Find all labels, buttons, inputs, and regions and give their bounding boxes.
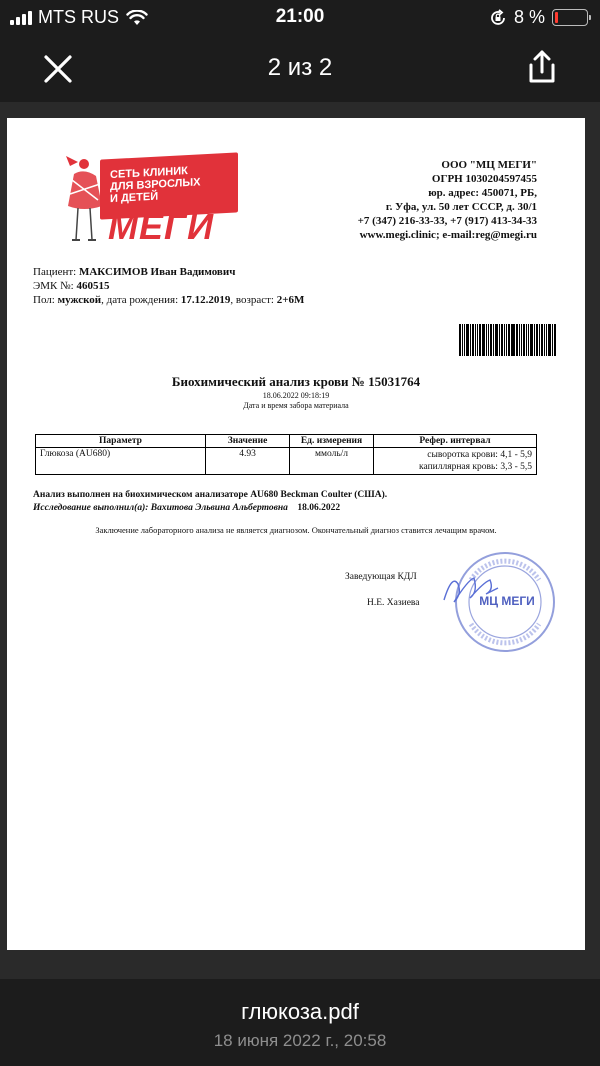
file-caption <box>0 979 600 1066</box>
document-viewer[interactable] <box>0 102 600 979</box>
logo-line-2: ДЛЯ ВЗРОСЛЫХ <box>110 176 201 194</box>
header-param: Параметр <box>36 435 206 448</box>
emk-number: 460515 <box>76 280 110 292</box>
signature-scribble <box>440 570 500 610</box>
emk-label: ЭМК №: <box>33 280 74 292</box>
organization-info <box>358 158 537 242</box>
org-web: www.megi.clinic; e-mail:reg@megi.ru <box>359 229 537 241</box>
document-title: Биохимический анализ крови № 15031764 <box>171 374 421 389</box>
header-unit: Ед. измерения <box>290 435 374 448</box>
birth-label: дата рождения: <box>106 294 179 306</box>
age-value: 2+6М <box>276 294 305 306</box>
header-value: Значение <box>206 435 290 448</box>
battery-percent: 8 % <box>513 7 545 27</box>
collection-datetime: 18.06.2022 09:18:19 <box>262 391 330 400</box>
org-address-2: г. Уфа, ул. 50 лет СССР, д. 30/1 <box>385 201 537 213</box>
file-date: 18 июня 2022 г., 20:58 <box>213 1031 387 1050</box>
page-counter: 2 из 2 <box>267 54 333 81</box>
nav-bar <box>0 36 600 102</box>
executor-line <box>33 502 387 515</box>
org-ogrn: ОГРН 1030204597455 <box>431 173 537 185</box>
cell-ref <box>374 448 537 475</box>
signature-block <box>345 564 420 616</box>
analyzer-line: Анализ выполнен на биохимическом анализаторе AU680 Beckman Coulter (США). <box>33 490 388 500</box>
logo-line-3: И ДЕТЕЙ <box>110 190 159 206</box>
analyzer-info <box>33 489 387 515</box>
clinic-logo <box>62 150 247 245</box>
battery-icon <box>552 9 588 26</box>
battery-level <box>555 12 558 23</box>
logo-name: МЕГИ <box>108 206 214 247</box>
cell-param: Глюкоза (AU680) <box>36 448 206 475</box>
pdf-page <box>7 118 585 950</box>
sex-value: мужской <box>57 294 102 306</box>
barcode <box>459 324 557 356</box>
signer-title: Заведующая КДЛ <box>345 572 417 582</box>
executor-date: 18.06.2022 <box>297 503 341 513</box>
signer-name: Н.Е. Хазиева <box>367 598 420 608</box>
table-header-row <box>36 435 537 448</box>
header-ref: Рефер. интервал <box>374 435 537 448</box>
cell-value: 4.93 <box>206 448 290 475</box>
executor-name: Вахитова Эльвина Альбертовна <box>150 503 288 513</box>
patient-label: Пациент: <box>33 266 77 278</box>
file-name: глюкоза.pdf <box>241 999 359 1024</box>
logo-line-1: СЕТЬ КЛИНИК <box>110 165 188 182</box>
results-table <box>35 434 537 475</box>
clock: 21:00 <box>275 6 325 27</box>
status-bar <box>0 0 600 36</box>
disclaimer-note: Заключение лабораторного анализа не является диагнозом. Окончательный диагноз ставится лечащим врачом. <box>95 525 497 535</box>
org-address-1: юр. адрес: 450071, РБ, <box>428 187 537 199</box>
org-name: ООО "МЦ МЕГИ" <box>441 159 537 171</box>
battery-group <box>489 7 588 28</box>
table-row <box>36 448 537 475</box>
patient-info: Пациент: МАКСИМОВ Иван Вадимович ЭМК №: 460515 Пол: мужской, дата рождения: 17.12.2019, возраст: 2+6М <box>33 266 305 306</box>
collection-label: Дата и время забора материала <box>243 401 349 410</box>
age-label: возраст: <box>235 294 274 306</box>
carrier-name: MTS RUS <box>38 7 119 27</box>
stamp-text: МЦ МЕГИ <box>479 594 535 608</box>
share-icon[interactable] <box>524 48 560 88</box>
executor-label: Исследование выполнил(а): <box>33 503 149 513</box>
ref-capillary: капиллярная кровь: 3,3 - 5,5 <box>419 462 532 472</box>
patient-name: МАКСИМОВ Иван Вадимович <box>78 266 236 278</box>
org-phones: +7 (347) 216-33-33, +7 (917) 413-34-33 <box>357 215 537 227</box>
sex-label: Пол: <box>33 294 55 306</box>
ref-serum: сыворотка крови: 4,1 - 5,9 <box>427 450 532 460</box>
cell-unit: ммоль/л <box>290 448 374 475</box>
birth-value: 17.12.2019 <box>180 294 231 306</box>
orientation-lock-icon <box>489 9 507 27</box>
